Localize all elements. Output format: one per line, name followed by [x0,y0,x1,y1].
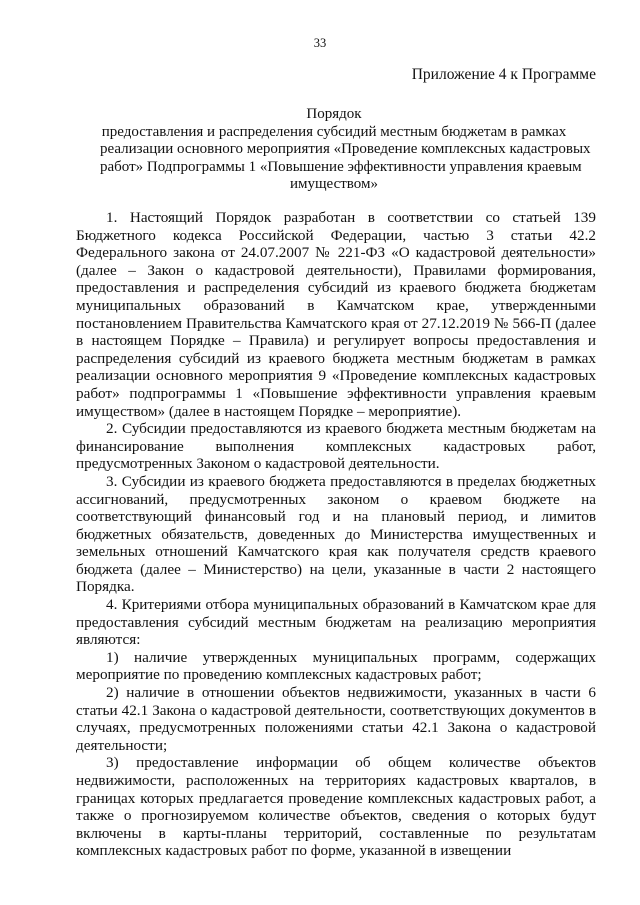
paragraph-4-item-3: 3) предоставление информации об общем количестве объектов недвижимости, расположенных на территориях кадастровых кварталов, в границах которых предлагается проведение комплексных кадастровых работ, а также о прогнозируемом количестве объектов, сведения о которых будут включены в карты-планы территорий, составленные по результатам комплексных кадастровых работ по форме, указанной в извещении [76,754,596,860]
title-line: реализации основного мероприятия «Проведение комплексных кадастровых [100,141,591,157]
paragraph-1: 1. Настоящий Порядок разработан в соответствии со статьей 139 Бюджетного кодекса Российской Федерации, частью 3 статьи 42.2 Федерального закона от 24.07.2007 № 221-ФЗ «О кадастровой деятельности» (далее – Закон о кадастровой деятельности), Правилами формирования, предоставления и распределения субсидий из краевого бюджета бюджетам муниципальных образований в Камчатском крае, утвержденными постановлением Правительства Камчатского края от 27.12.2019 № 566-П (далее в настоящем Порядке – Правила) и регулирует вопросы предоставления и распределения субсидий из краевого бюджета местным бюджетам в рамках реализации основного мероприятия 9 «Проведение комплексных кадастровых работ» подпрограммы 1 «Повышение эффективности управления краевым имуществом» (далее в настоящем Порядке – мероприятие). [76,209,596,420]
page-number: 33 [313,36,327,50]
title-heading: Порядок [306,106,362,122]
title-line: предоставления и распределения субсидий местным бюджетам в рамках [101,123,567,140]
paragraph-2: 2. Субсидии предоставляются из краевого бюджета местным бюджетам на финансирование выполнения комплексных кадастровых работ, предусмотренных Законом о кадастровой деятельности. [76,420,596,473]
paragraph-4: 4. Критериями отбора муниципальных образований в Камчатском крае для предоставления субсидий местным бюджетам на реализацию мероприятия являются: [76,596,596,649]
paragraph-4-item-1: 1) наличие утвержденных муниципальных программ, содержащих мероприятие по проведению комплексных кадастровых работ; [76,648,596,684]
paragraph-4-item-2: 2) наличие в отношении объектов недвижимости, указанных в части 6 статьи 42.1 Закона о кадастровой деятельности, соответствующих документов в случаях, предусмотренных положениями статьи 42.1 Закона о кадастровой деятельности; [76,684,596,754]
paragraph-3: 3. Субсидии из краевого бюджета предоставляются в пределах бюджетных ассигнований, предусмотренных законом о краевом бюджете на соответствующий финансовый год и на плановый период, и лимитов бюджетных обязательств, доведенных до Министерства имущественных и земельных отношений Камчатского края как получателя средств краевого бюджета (далее – Министерство) на цели, указанные в части 2 настоящего Порядка. [76,472,596,596]
appendix-label: Приложение 4 к Программе [411,66,596,83]
document-title [100,106,591,194]
title-line: работ» Подпрограммы 1 «Повышение эффективности управления краевым [100,158,582,175]
title-line: имуществом» [289,176,378,192]
document-body [76,209,596,860]
